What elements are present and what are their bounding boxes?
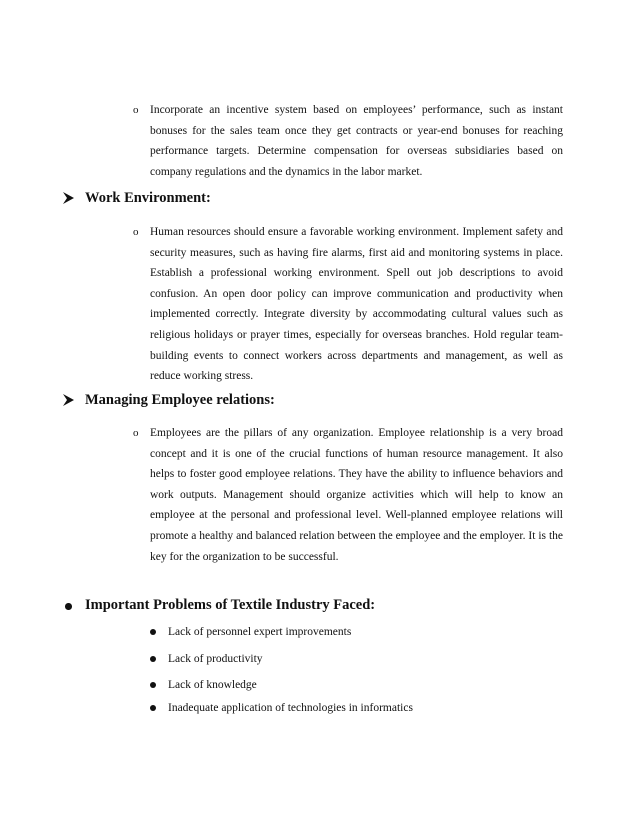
work-environment-paragraph: Human resources should ensure a favorable working environment. Implement safety and security measures, such as having fire alarms, first aid and monitoring systems in place. Establish a professional working environment. Spell out job descriptions to avoid confusion. An open door policy can improve communication and productivity when implemented correctly. Integrate diversity by accommodating cultural values such as religious holidays or prayer times, especially for overseas branches. Hold regular team-building events to connect workers across departments and management, as well as reduce working stress. [150, 226, 563, 383]
arrow-bullet-icon [62, 393, 75, 407]
incentive-paragraph: Incorporate an incentive system based on employees’ performance, such as instant bonuses for the sales team once they get contracts or year-end bonuses for reaching performance targets. Determine compensation for overseas subsidiaries based on company regulations and the dynamics in the labor market. [150, 104, 563, 178]
sub-bullet-marker: o [133, 104, 139, 116]
round-bullet-icon [150, 629, 156, 635]
problems-heading: Important Problems of Textile Industry Faced: [85, 597, 376, 613]
employee-relations-heading: Managing Employee relations: [85, 392, 275, 408]
round-bullet-icon [150, 705, 156, 711]
work-environment-heading: Work Environment: [85, 190, 211, 206]
round-bullet-icon [150, 656, 156, 662]
sub-bullet-marker: o [133, 427, 139, 439]
problem-item: Lack of productivity [168, 653, 263, 665]
round-bullet-icon [65, 603, 72, 610]
round-bullet-icon [150, 682, 156, 688]
problem-item: Inadequate application of technologies in informatics [168, 702, 413, 714]
problem-item: Lack of personnel expert improvements [168, 626, 352, 638]
arrow-bullet-icon [62, 191, 75, 205]
sub-bullet-marker: o [133, 226, 139, 238]
employee-relations-paragraph: Employees are the pillars of any organization. Employee relationship is a very broad concept and it is one of the crucial functions of human resource management. It also helps to foster good employee relations. They have the ability to influence behaviors and work outputs. Management should organize activities which will help to know an employee at the personal and professional level. Well-planned employee relations will promote a healthy and balanced relation between the employee and the employer. It is the key for the organization to be successful. [150, 427, 563, 563]
problem-item: Lack of knowledge [168, 679, 257, 691]
